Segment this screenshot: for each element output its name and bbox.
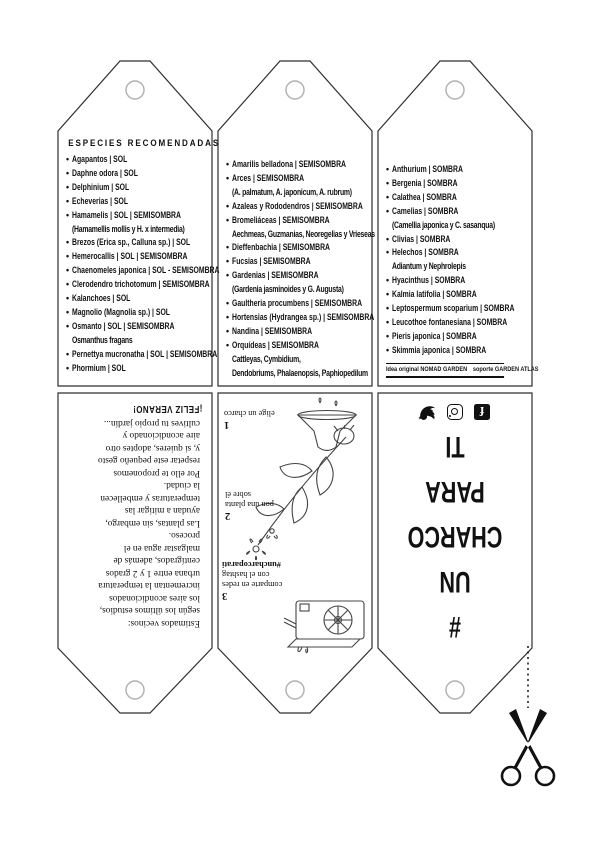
species-item-text: Echeverias | SOL <box>72 195 129 206</box>
species-item <box>386 219 532 233</box>
species-item <box>66 236 212 250</box>
step-3-hashtag: #uncharcoparati <box>222 560 281 570</box>
species-item <box>226 269 372 283</box>
step-2-line: pon una planta <box>225 500 274 509</box>
species-item <box>226 255 372 269</box>
punch-hole <box>126 81 144 99</box>
bullet: • <box>386 344 390 355</box>
species-item-text: Kalmia latifolia | SOMBRA <box>392 289 477 300</box>
bullet: • <box>66 306 70 317</box>
social-icons <box>378 404 532 420</box>
species-item <box>386 177 532 191</box>
species-item <box>226 200 372 214</box>
step-2-line: sobre él <box>225 490 252 500</box>
species-item <box>66 250 212 264</box>
bullet: • <box>66 279 70 290</box>
bullet: • <box>226 339 230 350</box>
letter-text <box>58 417 212 714</box>
step-3-line: comparte en redes <box>222 580 283 589</box>
species-item-text: Nandina | SEMISOMBRA <box>232 325 313 336</box>
species-item-text: Brezos (Erica sp., Calluna sp.) | SOL <box>72 237 191 248</box>
species-item-text: Amarilis belladona | SEMISOMBRA <box>232 159 347 169</box>
species-item-text: (Gardenia jasminoides y G. Augusta) <box>232 284 344 295</box>
bullet: • <box>66 154 70 164</box>
bullet: • <box>66 209 70 220</box>
letter-line: urbana entre 1 y 2 grados <box>105 568 200 578</box>
species-list-semisombra <box>218 158 375 381</box>
species-item-text: Pernettya mucronatha | SOL | SEMISOMBRA <box>72 348 218 359</box>
species-item <box>226 297 372 311</box>
species-item <box>226 186 372 200</box>
species-item <box>66 181 212 195</box>
species-item <box>386 233 532 247</box>
species-item-text: Dendobriums, Phalaenopsis, Paphiopedilum <box>232 367 368 378</box>
species-item-text: Kalanchoes | SOL <box>72 293 131 304</box>
punch-hole <box>446 81 464 99</box>
bullet: • <box>386 330 390 341</box>
bullet: • <box>226 298 230 309</box>
species-item-text: Dieffenbachia | SEMISOMBRA <box>232 242 330 253</box>
species-item-text: Agapantos | SOL <box>72 154 128 164</box>
species-item-text: Phormium | SOL <box>72 362 126 373</box>
air-conditioner-illustration <box>282 595 368 655</box>
species-item <box>66 223 212 237</box>
species-item-text: Clivias | SOMBRA <box>392 233 451 244</box>
bullet: • <box>66 320 70 331</box>
closing-line: ¡FELIZ VERANO! <box>132 403 203 415</box>
bullet: • <box>66 293 70 304</box>
species-item <box>226 339 372 353</box>
species-item-text: Daphne odora | SOL <box>72 167 138 178</box>
letter-line: respetar este pequeño gesto <box>98 455 200 466</box>
step-3-number: 3 <box>222 590 228 601</box>
species-item <box>386 260 532 274</box>
species-item-text: Gaultheria procumbens | SEMISOMBRA <box>232 298 363 309</box>
bullet: • <box>66 251 70 262</box>
letter-line: malgastar agua en el <box>123 543 200 553</box>
bullet: • <box>66 237 70 248</box>
bullet: • <box>226 159 230 169</box>
species-item <box>226 158 372 172</box>
species-item-text: Helechos | SOMBRA <box>392 247 459 258</box>
bullet: • <box>66 348 70 359</box>
bullet: • <box>386 247 390 258</box>
letter-line: incrementan la temperatura <box>98 580 200 591</box>
letter-line: proceso. <box>168 530 200 541</box>
step-2-number: 2 <box>225 510 231 521</box>
species-item <box>66 264 220 278</box>
step-3-line: con el hashtag <box>222 570 270 580</box>
step-1-line: elige un charco <box>224 409 275 418</box>
species-item-text: (A. palmatum, A. japonicum, A. rubrum) <box>232 186 352 197</box>
species-item <box>386 205 532 219</box>
bullet: • <box>226 256 230 267</box>
species-item <box>226 228 375 242</box>
species-item-text: Hortensias (Hydrangea sp.) | SEMISOMBRA <box>232 311 375 322</box>
species-item-text: (Hamamellis mollis y H. x intermedia) <box>72 223 185 234</box>
letter-line: temperaturas y embellecen <box>100 493 200 503</box>
letter-line: ayudan a mitigar las <box>124 505 200 516</box>
bullet: • <box>66 195 70 206</box>
species-item <box>386 191 532 205</box>
bullet: • <box>226 172 230 183</box>
bullet: • <box>226 214 230 225</box>
species-item <box>386 344 532 358</box>
species-item <box>66 306 212 320</box>
hashtag-title-line: PARA <box>425 475 485 508</box>
species-item-text: Fucsias | SEMISOMBRA <box>232 256 311 267</box>
species-item <box>226 367 372 381</box>
species-item <box>226 241 372 255</box>
species-item <box>66 292 212 306</box>
letter-line: centígrados, además de <box>113 555 200 566</box>
facebook-glyph: f <box>479 404 485 419</box>
bullet: • <box>226 325 230 336</box>
step-1 <box>224 408 294 430</box>
tag-top-middle <box>218 158 375 381</box>
species-item-text: Delphinium | SOL <box>72 181 130 192</box>
bullet: • <box>386 275 390 286</box>
species-item-text: Anthurium | SOMBRA <box>392 164 463 174</box>
species-item-text: Leptospermum scoparium | SOMBRA <box>392 303 515 314</box>
species-item <box>386 302 532 316</box>
bullet: • <box>386 289 390 300</box>
instagram-icon <box>447 404 463 420</box>
tag-bottom-right <box>378 393 532 713</box>
species-list-sol <box>58 153 220 376</box>
species-item <box>386 288 532 302</box>
bullet: • <box>226 311 230 322</box>
tag-top-right <box>378 163 539 378</box>
species-item <box>226 325 372 339</box>
bullet: • <box>386 191 390 202</box>
bullet: • <box>386 316 390 327</box>
species-item-text: Arces | SEMISOMBRA <box>232 172 305 183</box>
tag-bottom-middle <box>218 393 372 713</box>
letter-line: cultives tu propio jardín... <box>103 418 200 428</box>
species-item-text: Hemerocallis | SOL | SEMISOMBRA <box>72 251 188 262</box>
species-item-text: Magnolio (Magnolia sp.) | SOL <box>72 306 170 317</box>
species-item <box>386 246 532 260</box>
species-item-text: Clerodendro trichotomum | SEMISOMBRA <box>72 279 210 290</box>
hashtag-title-line: CHARCO <box>407 520 503 553</box>
credit-line <box>386 363 539 378</box>
species-item-text: Leucothoe fontanesiana | SOMBRA <box>392 316 508 327</box>
punch-hole <box>286 81 304 99</box>
species-item-text: Skimmia japonica | SOMBRA <box>392 344 487 355</box>
hashtag-title-line: UN <box>439 565 471 598</box>
letter-line: los aires acondicionados <box>109 593 200 603</box>
species-item <box>226 283 372 297</box>
tag-bottom-left <box>58 393 212 713</box>
step-3 <box>222 560 312 601</box>
species-item-text: Chaenomeles japonica | SOL - SEMISOMBRA <box>72 265 220 276</box>
credit-idea: Idea original NOMAD GARDEN <box>386 365 468 373</box>
bullet: • <box>66 181 70 192</box>
letter-line: Las plantas, sin embargo, <box>105 518 200 528</box>
species-item-text: Bromeliáceas | SEMISOMBRA <box>232 214 330 225</box>
species-item-text: Adiantum y Nephrolepis <box>392 261 466 272</box>
hashtag-title <box>378 424 532 713</box>
species-item <box>66 195 212 209</box>
species-item-text: Cattleyas, Cymbidium, <box>232 353 301 364</box>
bullet: • <box>386 303 390 314</box>
letter-line: y, si quieres, adoptes otro <box>105 443 200 453</box>
letter-line: Por ello te proponemos <box>113 468 200 478</box>
hashtag-title-line: TI <box>445 430 465 463</box>
letter-line: la ciudad. <box>163 480 200 491</box>
species-item-text: Bergenia | SOMBRA <box>392 177 458 188</box>
species-item-text: Gardenias | SEMISOMBRA <box>232 270 319 281</box>
species-item <box>386 330 532 344</box>
species-item <box>66 348 218 362</box>
hashtag-title-line: # <box>448 610 462 643</box>
bullet: • <box>66 265 70 276</box>
species-item <box>66 209 212 223</box>
species-item-text: Hamamelis | SOL | SEMISOMBRA <box>72 209 181 220</box>
species-item-text: Osmanto | SOL | SEMISOMBRA <box>72 320 175 331</box>
tag-top-left <box>58 138 221 376</box>
species-item <box>386 274 532 288</box>
species-heading: ESPECIES RECOMENDADAS <box>68 138 221 149</box>
species-item-text: Orquídeas | SEMISOMBRA <box>232 339 319 350</box>
species-item-text: Camelias | SOMBRA <box>392 205 459 216</box>
species-item <box>226 353 372 367</box>
species-item <box>66 362 212 376</box>
bullet: • <box>226 200 230 211</box>
bullet: • <box>226 242 230 253</box>
step-2 <box>225 489 287 521</box>
bullet: • <box>66 167 70 178</box>
species-item <box>66 320 212 334</box>
step-1-number: 1 <box>224 419 230 430</box>
bullet: • <box>386 177 390 188</box>
letter-line: Estimados vecinos: <box>127 618 200 628</box>
species-item-text: Aechmeas, Guzmanias, Neoregelias y Vrieseas <box>232 228 375 239</box>
species-item-text: Osmanthus fragans <box>72 334 133 345</box>
species-item-text: Pieris japonica | SOMBRA <box>392 330 477 341</box>
watering-funnel-illustration <box>290 395 364 453</box>
bullet: • <box>386 233 390 244</box>
species-item <box>66 278 212 292</box>
species-item <box>66 167 212 181</box>
species-list-sombra <box>378 163 532 358</box>
species-item <box>386 316 532 330</box>
credit-support: soporte GARDEN ATLAS <box>472 365 539 373</box>
letter-line: aire acondicionado y <box>122 430 200 441</box>
species-item-text: Calathea | SOMBRA <box>392 191 457 202</box>
letter-line: según los últimos estudios, <box>99 605 200 616</box>
species-item <box>226 214 372 228</box>
bullet: • <box>226 270 230 281</box>
species-item <box>66 334 212 348</box>
facebook-icon <box>474 404 490 420</box>
species-item-text: (Camellia japonica y C. sasanqua) <box>392 219 495 230</box>
twitter-icon <box>420 404 436 420</box>
species-item-text: Hyacinthus | SOMBRA <box>392 275 466 286</box>
species-item <box>226 172 372 186</box>
species-item-text: Azaleas y Rododendros | SEMISOMBRA <box>232 200 363 211</box>
species-item <box>226 311 375 325</box>
bullet: • <box>66 362 70 373</box>
species-item <box>66 153 212 167</box>
bullet: • <box>386 164 390 174</box>
bullet: • <box>386 205 390 216</box>
species-item <box>386 163 532 177</box>
scissors-icon <box>502 709 554 785</box>
